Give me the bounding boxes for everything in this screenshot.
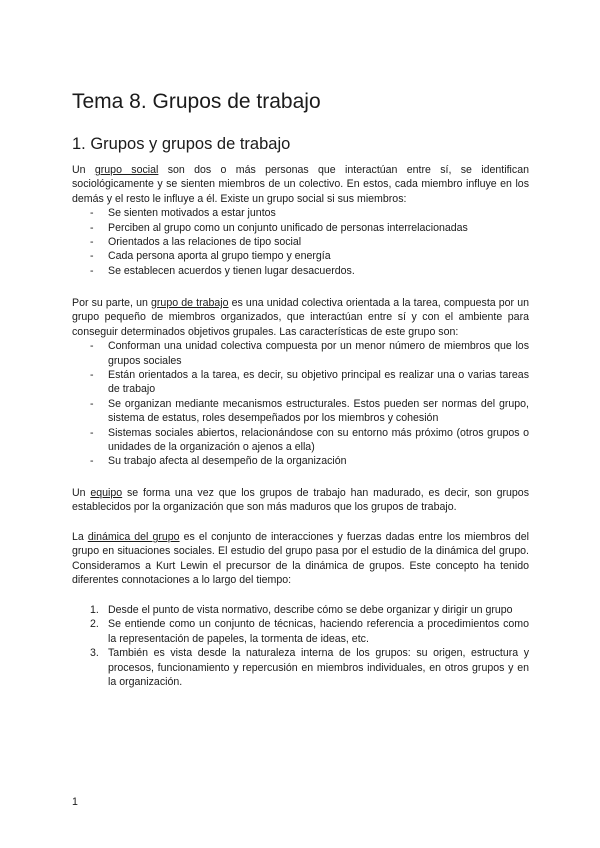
list-item: - Perciben al grupo como un conjunto unificado de personas interrelacionadas [72,221,529,235]
list-item: - Su trabajo afecta al desempeño de la organización [72,454,529,468]
numbered-item: 2. Se entiende como un conjunto de técnicas, haciendo referencia a procedimientos como la representación de papeles, la tormenta de ideas, etc. [90,618,529,645]
numbered-list-connotaciones [72,603,529,689]
list-item: - Se establecen acuerdos y tienen lugar desacuerdos. [72,264,529,278]
list-item: - Cada persona aporta al grupo tiempo y energía [72,249,529,263]
term-dinamica-del-grupo: dinámica del grupo [87,531,180,543]
list-grupo-de-trabajo [72,339,529,469]
numbered-item: 3. También es vista desde la naturaleza interna de los grupos: su origen, estructura y procesos, funcionamiento y repercusión en miembros individuales, en otros grupos y en la organización. [90,647,529,689]
section-heading: 1. Grupos y grupos de trabajo [72,135,291,153]
paragraph-equipo: Un equipo se forma una vez que los grupos de trabajo han madurado, es decir, son grupos establecidos por la organización que son más maduros que los grupos de trabajo. [72,487,529,514]
term-grupo-de-trabajo: grupo de trabajo [151,297,229,309]
paragraph-grupo-social: Un grupo social son dos o más personas que interactúan entre sí, se identifican sociológicamente y se sienten miembros de un colectivo. En estos, cada miembro influye en los demás y el resto le influye a él. Existe un grupo social si sus miembros: - Se sienten motivados a estar juntos - Perciben al grupo como un conjunto unificado de personas interrelacionadas - Orientados a las relaciones de tipo social - Cada persona aporta al grupo tiempo y energía - Se establecen acuerdos y tienen lugar desacuerdos. [72,163,529,278]
page-number: 1 [72,796,78,808]
paragraph-grupo-de-trabajo: Por su parte, un grupo de trabajo es una unidad colectiva orientada a la tarea, compuesta por un grupo pequeño de miembros organizados, que interactúan entre sí y con el ambiente para conseguir determinados objetivos grupales. Las características de este grupo son: - Conforman una unidad colectiva compuesta por un menor número de miembros que los grupos sociales - Están orientados a la tarea, es decir, su objetivo principal es realizar una o varias tareas de trabajo - Se organizan mediante mecanismos estructurales. Estos pueden ser normas del grupo, sistema de estatus, roles desempeñados por los miembros y cohesión - Sistemas sociales abiertos, relacionándose con su entorno más próximo (otros grupos o unidades de la organización o ajenos a ella) - Su trabajo afecta al desempeño de la organización [72,296,529,469]
term-grupo-social: grupo social [94,164,159,176]
list-grupo-social [72,206,529,278]
list-item: - Conforman una unidad colectiva compuesta por un menor número de miembros que los grupos sociales [72,339,529,368]
list-item: - Están orientados a la tarea, es decir, su objetivo principal es realizar una o varias tareas de trabajo [72,368,529,397]
list-item: - Se organizan mediante mecanismos estructurales. Estos pueden ser normas del grupo, sistema de estatus, roles desempeñados por los miembros y cohesión [72,397,529,426]
list-item: - Sistemas sociales abiertos, relacionándose con su entorno más próximo (otros grupos o unidades de la organización o ajenos a ella) [72,426,529,455]
numbered-item: 1. Desde el punto de vista normativo, describe cómo se debe organizar y dirigir un grupo [90,604,513,616]
page-title: Tema 8. Grupos de trabajo [72,90,321,113]
paragraph-dinamica-del-grupo: La dinámica del grupo es el conjunto de interacciones y fuerzas dadas entre los miembros del grupo en situaciones sociales. El estudio del grupo pasa por el estudio de la dinámica del grupo. Consideramos a Kurt Lewin el precursor de la dinámica de grupos. Este concepto ha tenido diferentes connotaciones a lo largo del tiempo: [72,531,529,587]
term-equipo: equipo [90,487,123,499]
list-item: - Se sienten motivados a estar juntos [72,206,529,220]
list-item: - Orientados a las relaciones de tipo social [72,235,529,249]
